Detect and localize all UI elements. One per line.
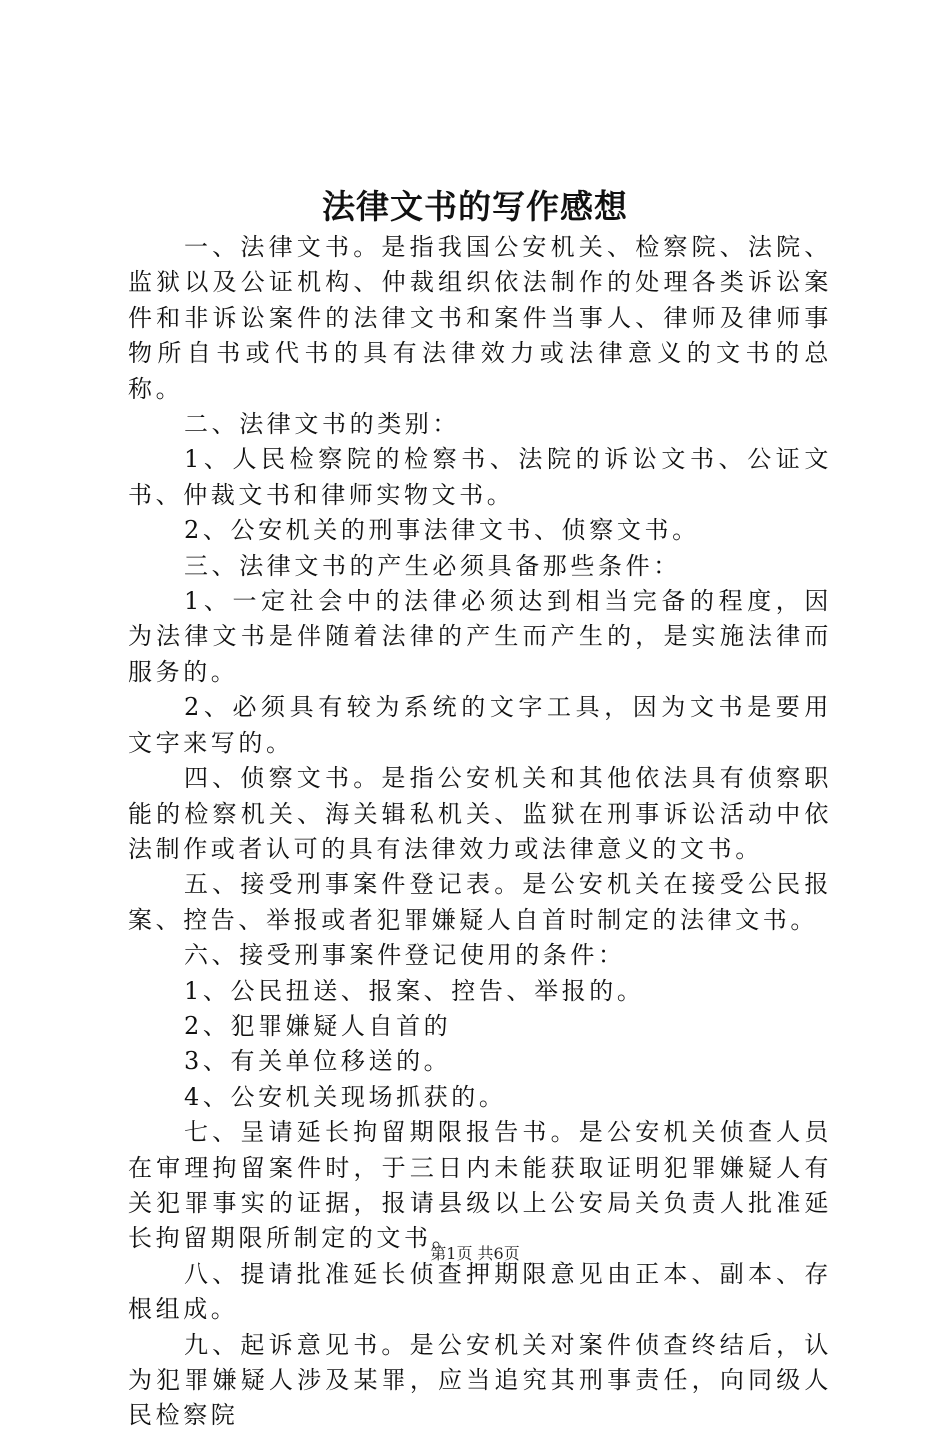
- paragraph: 二、法律文书的类别：: [184, 410, 460, 439]
- paragraph: 3、有关单位移送的。: [184, 1047, 452, 1076]
- paragraph: 4、公安机关现场抓获的。: [184, 1082, 507, 1111]
- paragraph: 1、公民扭送、报案、控告、举报的。: [184, 976, 645, 1005]
- page-number-footer: 第1页 共6页: [430, 1244, 520, 1263]
- paragraph: 一、法律文书。是指我国公安机关、检察院、法院、监狱以及公证机构、仲裁组织依法制作的处理各类诉讼案件和非诉讼案件的法律文书和案件当事人、律师及律师事物所自书或代书的具有法律效力或法律意义的文书的总称。: [128, 233, 832, 403]
- paragraph: 2、必须具有较为系统的文字工具，因为文书是要用文字来写的。: [128, 693, 832, 757]
- paragraph: 八、提请批准延长侦查押期限意见由正本、副本、存根组成。: [128, 1259, 832, 1324]
- paragraph: 九、起诉意见书。是公安机关对案件侦查终结后，认为犯罪嫌疑人涉及某罪，应当追究其刑事责任，向同级人民检察院: [128, 1330, 832, 1430]
- paragraph: 1、一定社会中的法律必须达到相当完备的程度，因为法律文书是伴随着法律的产生而产生的，是实施法律而服务的。: [128, 587, 832, 686]
- paragraph: 七、呈请延长拘留期限报告书。是公安机关侦查人员在审理拘留案件时，于三日内未能获取证明犯罪嫌疑人有关犯罪事实的证据，报请县级以上公安局关负责人批准延长拘留期限所制定的文书。: [128, 1118, 832, 1253]
- paragraph: 2、犯罪嫌疑人自首的: [184, 1011, 452, 1040]
- paragraph: 五、接受刑事案件登记表。是公安机关在接受公民报案、控告、举报或者犯罪嫌疑人自首时制定的法律文书。: [128, 870, 832, 934]
- paragraph: 1、人民检察院的检察书、法院的诉讼文书、公证文书、仲裁文书和律师实物文书。: [128, 445, 832, 509]
- paragraph: 2、公安机关的刑事法律文书、侦察文书。: [184, 516, 700, 545]
- paragraph: 六、接受刑事案件登记使用的条件：: [184, 941, 626, 970]
- paragraph: 三、法律文书的产生必须具备那些条件：: [184, 551, 681, 580]
- document-title: 法律文书的写作感想: [322, 187, 628, 226]
- paragraph: 四、侦察文书。是指公安机关和其他依法具有侦察职能的检察机关、海关辑私机关、监狱在刑事诉讼活动中依法制作或者认可的具有法律效力或法律意义的文书。: [128, 764, 832, 863]
